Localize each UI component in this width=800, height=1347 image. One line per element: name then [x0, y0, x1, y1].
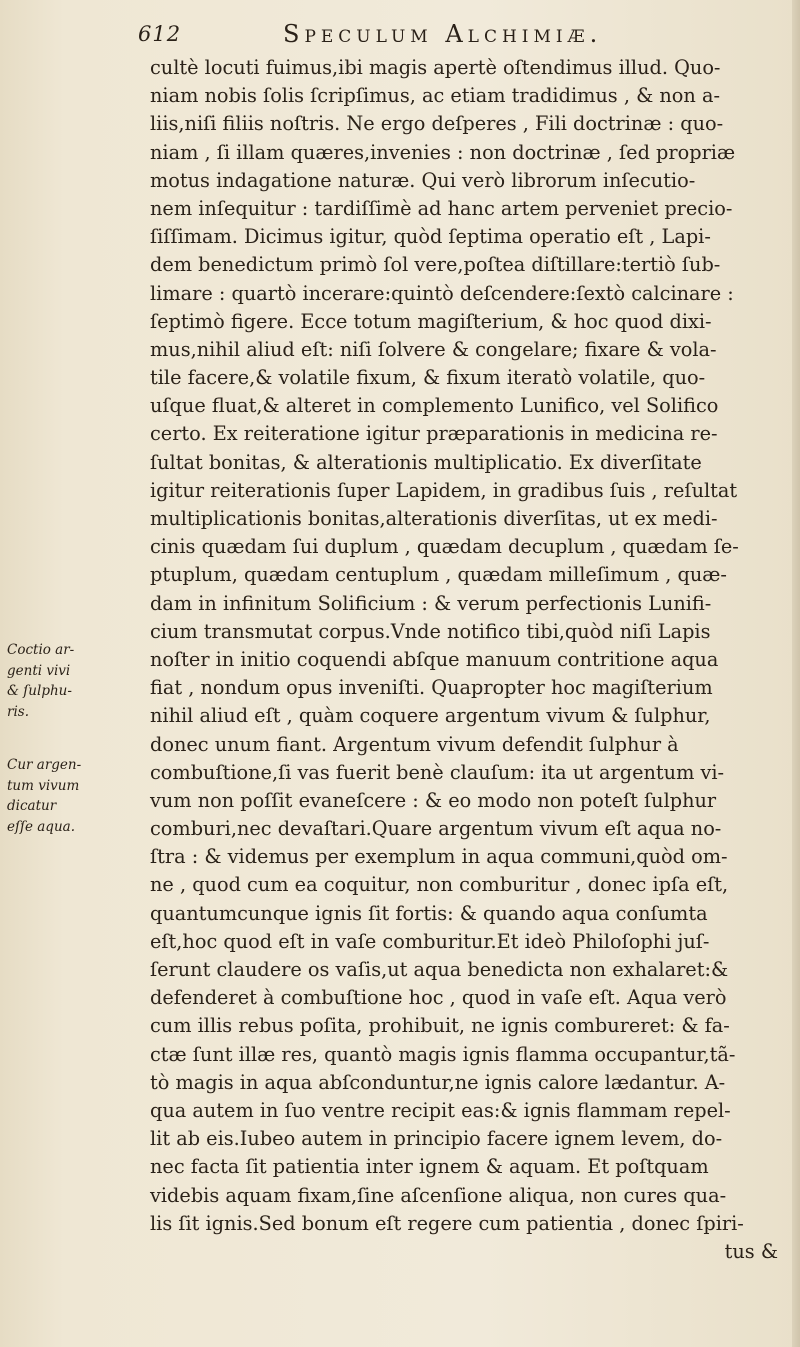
- margin-note-line: Coctio ar-: [7, 642, 75, 658]
- margin-note-line: dicatur: [7, 798, 57, 814]
- text-line: liis,niſi filiis noſtris. Ne ergo deſperes , Fili doctrinæ : quo-: [150, 112, 724, 136]
- text-line: eſt,hoc quod eſt in vaſe comburitur.Et ideò Philoſophi juſ-: [150, 929, 710, 953]
- text-line: limare : quartò incerare:quintò deſcendere:ſextò calcinare :: [150, 281, 734, 305]
- text-line: cinis quædam ſui duplum , quædam decuplum , quædam ſe-: [150, 535, 739, 559]
- text-line: ctæ ſunt illæ res, quantò magis ignis flamma occupantur,tã-: [150, 1042, 736, 1066]
- text-line: nec facta ſit patientia inter ignem & aquam. Et poſtquam: [150, 1155, 709, 1179]
- text-line: ptuplum, quædam centuplum , quædam milleſimum , quæ-: [150, 563, 727, 587]
- page-number: 612: [138, 22, 182, 46]
- text-line: ſeptimò figere. Ecce totum magiſterium, & hoc quod dixi-: [150, 309, 712, 333]
- text-line: noſter in initio coquendi abſque manuum contritione aqua: [150, 647, 719, 671]
- text-line: dam in infinitum Solificium : & verum perfectionis Lunifi-: [150, 591, 712, 615]
- text-line: niam nobis ſolis ſcripſimus, ac etiam tradidimus , & non a-: [150, 84, 720, 108]
- text-line: tile facere,& volatile fixum, & fixum iteratò volatile, quo-: [150, 366, 706, 390]
- text-line: uſque fluat,& alteret in complemento Lunifico, vel Solifico: [150, 394, 719, 418]
- text-line: multiplicationis bonitas,alterationis diverſitas, ut ex medi-: [150, 507, 718, 530]
- running-head: Speculum Alchimiæ.: [283, 20, 603, 48]
- page-edge-shadow: [792, 0, 800, 1347]
- text-line: donec unum fiant. Argentum vivum defendit ſulphur à: [150, 732, 679, 756]
- text-line: lis ſit ignis.Sed bonum eſt regere cum patientia , donec ſpiri-: [150, 1211, 744, 1235]
- text-line: ſiſſimam. Dicimus igitur, quòd ſeptima operatio eſt , Lapi-: [150, 225, 711, 249]
- margin-note-line: genti vivi: [7, 662, 71, 679]
- text-line: cium transmutat corpus.Vnde notifico tibi,quòd niſi Lapis: [150, 619, 711, 643]
- page-header: [128, 18, 768, 54]
- margin-note-line: ris.: [7, 703, 29, 720]
- text-line: quantumcunque ignis ſit fortis: & quando aqua conſumta: [150, 901, 708, 925]
- text-line: ſerunt claudere os vaſis,ut aqua benedicta non exhalaret:&: [150, 958, 729, 981]
- text-line: ne , quod cum ea coquitur, non comburitur , donec ipſa eſt,: [150, 873, 729, 897]
- text-line: igitur reiterationis ſuper Lapidem, in gradibus ſuis , reſultat: [150, 478, 738, 502]
- margin-note-line: tum vivum: [7, 777, 80, 794]
- margin-note-cur-argentum: [7, 755, 147, 837]
- text-line: niam , ſi illam quæres,invenies : non doctrinæ , ſed propriæ: [150, 140, 736, 164]
- text-line: motus indagatione naturæ. Qui verò librorum inſecutio-: [150, 168, 696, 192]
- text-line: combuſtione,ſi vas fuerit benè clauſum: ita ut argentum vi-: [150, 760, 725, 784]
- text-line: fiat , nondum opus inveniſti. Quapropter hoc magiſterium: [150, 676, 713, 700]
- text-line: certo. Ex reiteratione igitur præparationis in medicina re-: [150, 422, 718, 446]
- text-line: cum illis rebus poſita, prohibuit, ne ignis combureret: & fa-: [150, 1014, 730, 1038]
- text-line: tò magis in aqua abſconduntur,ne ignis calore lædantur. A-: [150, 1070, 726, 1094]
- text-line: vum non poſſit evaneſcere : & eo modo non poteſt ſulphur: [150, 788, 717, 812]
- main-text-column: [150, 54, 790, 1266]
- text-line: ſtra : & videmus per exemplum in aqua communi,quòd om-: [150, 845, 728, 869]
- margin-note-line: eſſe aqua.: [7, 818, 75, 835]
- text-line: nem inſequitur : tardiſſimè ad hanc artem perveniet precio-: [150, 196, 733, 220]
- text-line: defenderet à combuſtione hoc , quod in vaſe eſt. Aqua verò: [150, 986, 727, 1010]
- text-line: cultè locuti fuimus,ibi magis apertè oſtendimus illud. Quo-: [150, 56, 721, 79]
- margin-note-line: Cur argen-: [7, 757, 82, 773]
- text-line: mus,nihil aliud eſt: niſi ſolvere & congelare; fixare & vola-: [150, 337, 717, 361]
- text-line: comburi,nec devaſtari.Quare argentum vivum eſt aqua no-: [150, 817, 722, 841]
- text-line: tus &: [724, 1239, 778, 1263]
- text-line: nihil aliud eſt , quàm coquere argentum vivum & ſulphur,: [150, 704, 711, 728]
- margin-note-line: & ſulphu-: [7, 683, 72, 699]
- text-line: qua autem in ſuo ventre recipit eas:& ignis flammam repel-: [150, 1098, 731, 1122]
- text-line: ſultat bonitas, & alterationis multiplicatio. Ex diverſitate: [150, 450, 702, 474]
- text-line: videbis aquam fixam,ſine aſcenſione aliqua, non cures qua-: [150, 1183, 727, 1207]
- margin-note-coctio: [7, 640, 147, 722]
- text-line: lit ab eis.Iubeo autem in principio facere ignem levem, do-: [150, 1127, 723, 1151]
- text-line: dem benedictum primò ſol vere,poſtea diſtillare:tertiò ſub-: [150, 253, 721, 277]
